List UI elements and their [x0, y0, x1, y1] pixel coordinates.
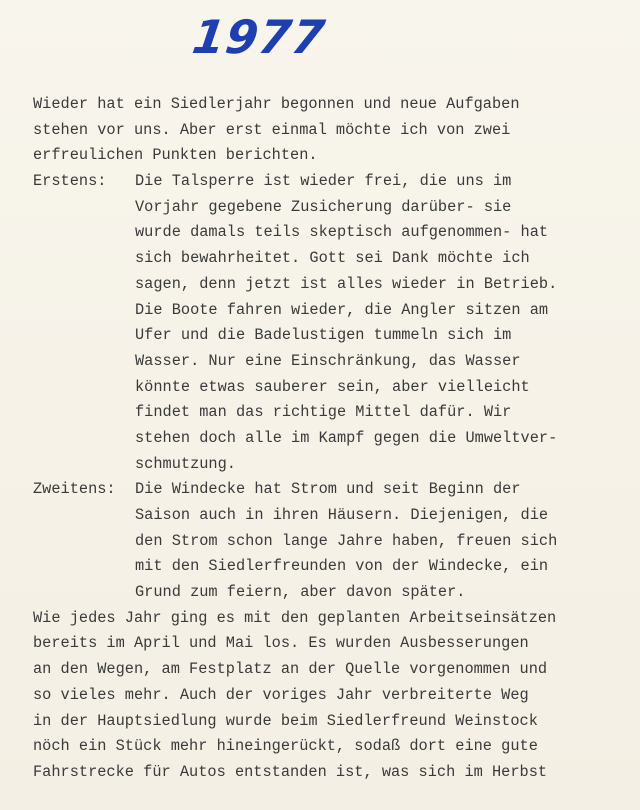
- text-line: in der Hauptsiedlung wurde beim Siedlerfreund Weinstock: [33, 711, 538, 730]
- text-line: bereits im April und Mai los. Es wurden Ausbesserungen: [33, 634, 529, 653]
- text-line: Wie jedes Jahr ging es mit den geplanten Arbeitseinsätzen: [33, 608, 557, 627]
- text-line: könnte etwas sauberer sein, aber vielleicht: [135, 377, 530, 396]
- text-line: nöch ein Stück mehr hineingerückt, sodaß dort eine gute: [33, 737, 538, 756]
- first-point-row: [33, 169, 633, 195]
- handwritten-year: 1977: [189, 10, 329, 64]
- text-line: Fahrstrecke für Autos entstanden ist, was sich im Herbst: [33, 762, 548, 781]
- text-line: schmutzung.: [135, 454, 236, 473]
- text-line: Wasser. Nur eine Einschränkung, das Wasser: [135, 351, 521, 370]
- text-line: stehen doch alle im Kampf gegen die Umweltver-: [135, 428, 558, 447]
- text-line: stehen vor uns. Aber erst einmal möchte ich von zwei: [33, 120, 511, 139]
- text-line: Vorjahr gegebene Zusicherung darüber- sie: [135, 197, 512, 216]
- second-point-label: Zweitens:: [33, 480, 116, 499]
- text-line: wurde damals teils skeptisch aufgenommen- hat: [135, 223, 549, 242]
- text-line: Saison auch in ihren Häusern. Diejenigen, die: [135, 506, 549, 525]
- text-line: Die Talsperre ist wieder frei, die uns im: [135, 172, 512, 191]
- text-line: Grund zum feiern, aber davon später.: [135, 583, 466, 602]
- text-line: Die Windecke hat Strom und seit Beginn der: [135, 480, 521, 499]
- text-line: an den Wegen, am Festplatz an der Quelle vorgenommen und: [33, 660, 548, 679]
- first-point-label: Erstens:: [33, 172, 107, 191]
- second-point-row: [33, 477, 633, 503]
- document-text: [33, 92, 633, 786]
- text-line: Wieder hat ein Siedlerjahr begonnen und neue Aufgaben: [33, 95, 520, 113]
- text-line: so vieles mehr. Auch der voriges Jahr verbreiterte Weg: [33, 685, 529, 704]
- text-line: sich bewahrheitet. Gott sei Dank möchte ich: [135, 249, 530, 268]
- text-line: Die Boote fahren wieder, die Angler sitzen am: [135, 300, 549, 319]
- text-line: erfreulichen Punkten berichten.: [33, 146, 318, 165]
- text-line: den Strom schon lange Jahre haben, freuen sich: [135, 531, 558, 550]
- intro-paragraph: [33, 92, 633, 169]
- text-line: sagen, denn jetzt ist alles wieder in Betrieb.: [135, 274, 558, 293]
- first-point: [33, 169, 633, 477]
- text-line: mit den Siedlerfreunden von der Windecke, ein: [135, 557, 549, 576]
- second-point: [33, 477, 633, 605]
- text-line: findet man das richtige Mittel dafür. Wir: [135, 403, 512, 422]
- closing-paragraph: [33, 606, 633, 786]
- text-line: Ufer und die Badelustigen tummeln sich im: [135, 326, 512, 345]
